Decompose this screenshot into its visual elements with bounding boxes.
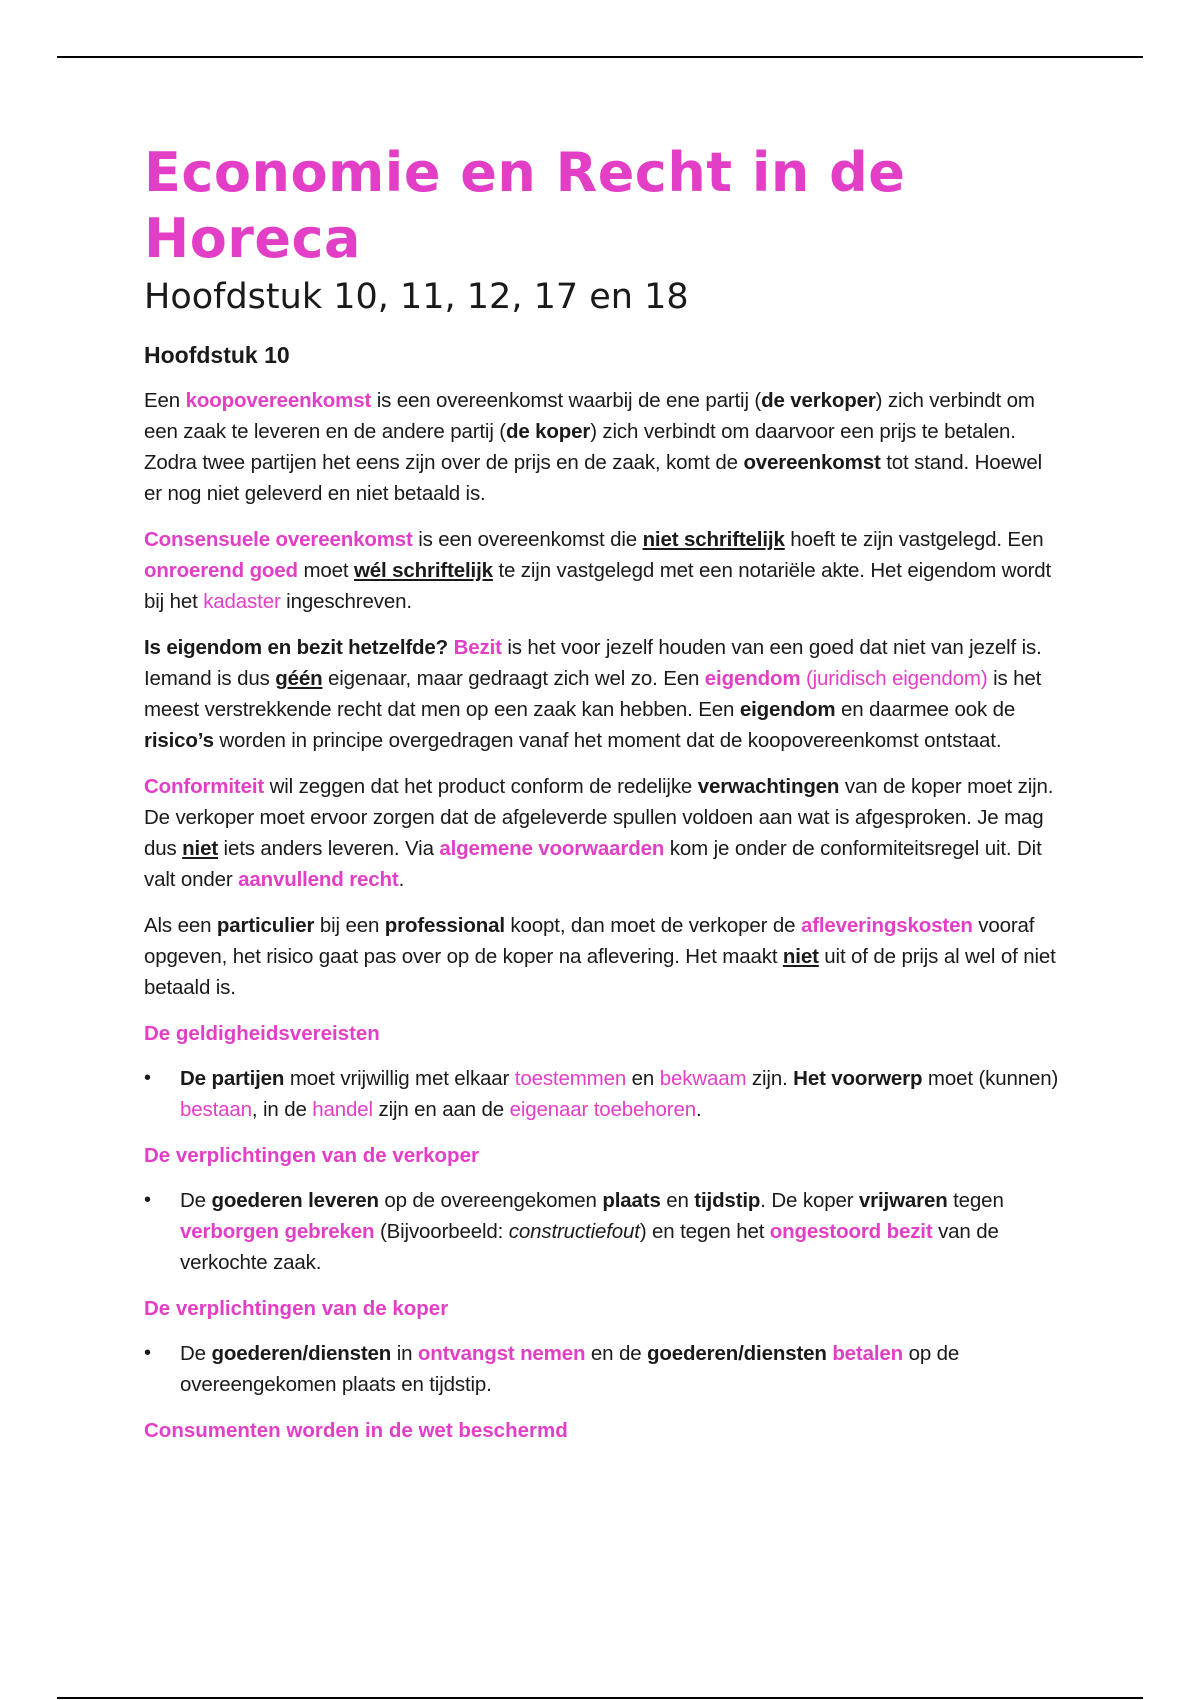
chapter-heading: Hoofdstuk 10 — [144, 342, 290, 368]
paragraph-particulier: Als een particulier bij een professional koopt, dan moet de verkoper de afleveringskosten vooraf opgeven, het risico gaat pas over op de koper na aflevering. Het maakt niet uit of de prijs al wel of niet betaald is. — [144, 914, 1056, 999]
list-item: • De partijen moet vrijwillig met elkaar toestemmen en bekwaam zijn. Het voorwerp moet (kunnen) bestaan, in de handel zijn en aan de eigenaar toebehoren. — [144, 1063, 1064, 1125]
bullet-icon: • — [144, 1067, 151, 1089]
section-heading-consumenten: Consumenten worden in de wet beschermd — [144, 1419, 568, 1442]
document-body — [144, 140, 1064, 1446]
paragraph-consensuele-overeenkomst: Consensuele overeenkomst is een overeenkomst die niet schriftelijk hoeft te zijn vastgelegd. Een onroerend goed moet wél schriftelijk te zijn vastgelegd met een notariële akte. Het eigendom wordt bij het kadaster ingeschreven. — [144, 528, 1052, 613]
section-heading-geldigheidsvereisten: De geldigheidsvereisten — [144, 1022, 380, 1045]
bullet-icon: • — [144, 1342, 151, 1364]
section-heading-verplichtingen-koper: De verplichtingen van de koper — [144, 1297, 449, 1320]
section-heading-verplichtingen-verkoper: De verplichtingen van de verkoper — [144, 1144, 479, 1167]
document-title: Economie en Recht in de Horeca — [144, 141, 906, 270]
document-subtitle: Hoofdstuk 10, 11, 12, 17 en 18 — [144, 277, 689, 317]
list-item: • De goederen leveren op de overeengekomen plaats en tijdstip. De koper vrijwaren tegen verborgen gebreken (Bijvoorbeeld: constructiefout) en tegen het ongestoord bezit van de verkochte zaak. — [144, 1185, 1064, 1278]
bullet-icon: • — [144, 1189, 151, 1211]
paragraph-koopovereenkomst: Een koopovereenkomst is een overeenkomst waarbij de ene partij (de verkoper) zich verbindt om een zaak te leveren en de andere partij (de koper) zich verbindt om daarvoor een prijs te betalen. Zodra twee partijen het eens zijn over de prijs en de zaak, komt de overeenkomst tot stand. Hoewel er nog niet geleverd en niet betaald is. — [144, 389, 1043, 505]
paragraph-conformiteit: Conformiteit wil zeggen dat het product conform de redelijke verwachtingen van de koper moet zijn. De verkoper moet ervoor zorgen dat de afgeleverde spullen voldoen aan wat is afgesproken. Je mag dus niet iets anders leveren. Via algemene voorwaarden kom je onder de conformiteitsregel uit. Dit valt onder aanvullend recht. — [144, 775, 1054, 891]
list-item: • De goederen/diensten in ontvangst nemen en de goederen/diensten betalen op de overeengekomen plaats en tijdstip. — [144, 1338, 1064, 1400]
paragraph-eigendom-bezit: Is eigendom en bezit hetzelfde? Bezit is het voor jezelf houden van een goed dat niet van jezelf is. Iemand is dus géén eigenaar, maar gedraagt zich wel zo. Een eigendom (juridisch eigendom) is het meest verstrekkende recht dat men op een zaak kan hebben. Een eigendom en daarmee ook de risico’s worden in principe overgedragen vanaf het moment dat de koopovereenkomst ontstaat. — [144, 636, 1042, 752]
list-verplichtingen-verkoper — [144, 1185, 1064, 1278]
list-geldigheidsvereisten — [144, 1063, 1064, 1125]
footer-rule — [57, 1697, 1143, 1699]
header-rule — [57, 56, 1143, 58]
list-verplichtingen-koper — [144, 1338, 1064, 1400]
